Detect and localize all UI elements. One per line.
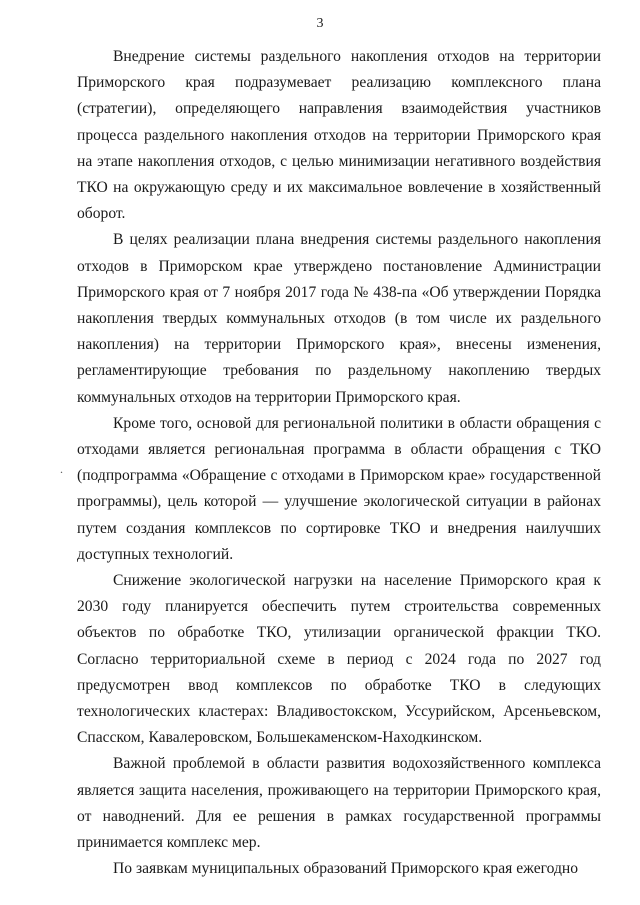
paragraph: В целях реализации плана внедрения системы раздельного накопления отходов в Приморском крае утверждено постановление Администрации Приморского края от 7 ноября 2017 года № 438-па «Об утверждении Порядка накопления твердых коммунальных отходов (в том числе их раздельного накопления) на территории Приморского края», внесены изменения, регламентирующие требования по раздельному накоплению твердых коммунальных отходов на территории Приморского края. [77, 231, 601, 406]
page-number: 3 [316, 16, 324, 31]
document-body [77, 44, 601, 883]
paragraph: Кроме того, основой для региональной политики в области обращения с отходами является региональная программа в области обращения с ТКО (подпрограмма «Обращение с отходами в Приморском крае» государственной программы), цель которой — улучшение экологической ситуации в районах путем создания комплексов по сортировке ТКО и внедрения наилучших доступных технологий. [77, 414, 601, 563]
paragraph: Внедрение системы раздельного накопления отходов на территории Приморского края подразумевает реализацию комплексного плана (стратегии), определяющего направления взаимодействия участников процесса раздельного накопления отходов на территории Приморского края на этапе накопления отходов, с целью минимизации негативного воздействия ТКО на окружающую среду и их максимальное вовлечение в хозяйственный оборот. [77, 48, 601, 223]
paragraph: Важной проблемой в области развития водохозяйственного комплекса является защита населения, проживающего на территории Приморского края, от наводнений. Для ее решения в рамках государственной программы принимается комплекс мер. [77, 755, 601, 852]
margin-mark: . [60, 462, 63, 476]
paragraph: Снижение экологической нагрузки на население Приморского края к 2030 году планируется обеспечить путем строительства современных объектов по обработке ТКО, утилизации органической фракции ТКО. Согласно территориальной схеме в период с 2024 года по 2027 год предусмотрен ввод комплексов по обработке ТКО в следующих технологических кластерах: Владивостокском, Уссурийском, Арсеньевском, Спасском, Кавалеровском, Большекаменском-Находкинском. [77, 572, 601, 747]
paragraph: По заявкам муниципальных образований Приморского края ежегодно [113, 860, 579, 878]
